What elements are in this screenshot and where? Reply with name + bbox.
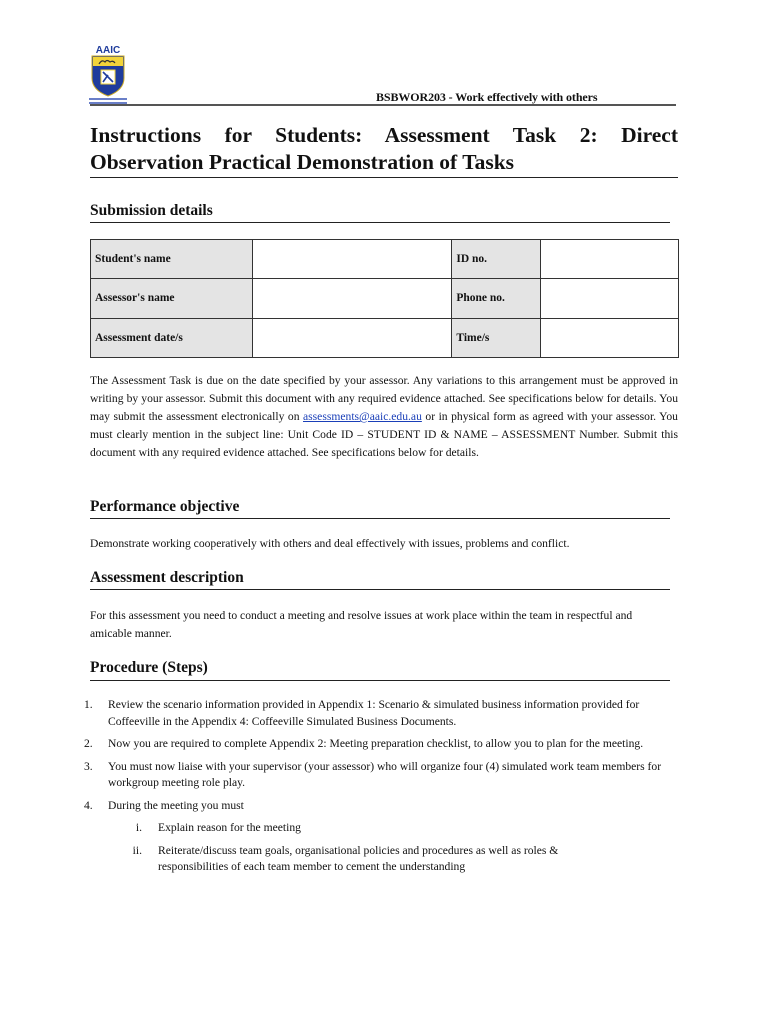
performance-objective-heading: Performance objective [90,498,240,515]
list-item [80,736,680,753]
list-item [80,759,680,792]
page-title [90,122,678,176]
substep-text: Explain reason for the meeting [158,821,301,834]
list-item [80,798,680,815]
time-label: Time/s [452,318,541,357]
substep-number: ii. [132,843,142,857]
sub-list-item [80,843,680,876]
step-number: 1. [84,698,93,711]
table-row [91,318,679,357]
phone-no-label: Phone no. [452,279,541,318]
procedure-heading: Procedure (Steps) [90,659,208,676]
id-no-field[interactable] [541,240,679,279]
submission-text-part-1: The Assessment Task is due on the date specified by your assessor. Any variations to this arrangement must be approved in writing by your assessor. Submit this document with any required evidence attached. See specifications below for details. You may submit the assessment electronically on [90,374,678,423]
submission-text-part-2: or in physical form as agreed with your assessor. You must clearly mention in the subject line: Unit Code ID – STUDENT ID & NAME – ASSESSMENT Number. Submit this document with any required evidence attached. See specifications below for details. [90,410,678,459]
procedure-steps-list [80,697,680,882]
submission-details-divider [90,222,670,223]
sub-list-item [80,820,680,837]
submission-instructions [90,372,678,462]
step-text: Review the scenario information provided in Appendix 1: Scenario & simulated business information provided for Coffeeville in the Appendix 4: Coffeeville Simulated Business Documents. [108,698,640,728]
performance-objective-divider [90,518,670,519]
page-title-line-2: Observation Practical Demonstration of Tasks [90,150,515,174]
svg-text:AAIC: AAIC [95,45,121,56]
list-item [80,697,680,730]
table-row [91,279,679,318]
step-number: 4. [84,798,93,812]
assessment-date-label: Assessment date/s [91,318,253,357]
step-text: During the meeting you must [108,798,244,812]
submission-details-table [90,239,679,358]
table-row [91,240,679,279]
student-name-field[interactable] [252,240,452,279]
performance-objective-text: Demonstrate working cooperatively with others and deal effectively with issues, problems and conflict. [90,537,570,550]
phone-no-field[interactable] [541,279,679,318]
aaic-logo-icon [86,44,130,106]
assessment-date-field[interactable] [252,318,452,357]
assessment-description-text: For this assessment you need to conduct a meeting and resolve issues at work place within the team in respectful and amicable manner. [90,609,633,640]
page-title-line-1: Instructions for Students: Assessment Task 2: Direct [90,123,678,147]
assessor-name-field[interactable] [252,279,452,318]
header-divider [90,104,676,106]
assessment-description-divider [90,589,670,590]
substep-number: i. [135,821,142,834]
step-number: 3. [84,759,93,773]
unit-title: BSBWOR203 - Work effectively with others [376,90,598,104]
assessor-name-label: Assessor's name [91,279,253,318]
submission-details-heading: Submission details [90,202,213,219]
student-name-label: Student's name [91,240,253,279]
time-field[interactable] [541,318,679,357]
assessment-description-heading: Assessment description [90,569,244,586]
id-no-label: ID no. [452,240,541,279]
step-text: Now you are required to complete Appendix 2: Meeting preparation checklist, to allow you to plan for the meeting. [108,737,644,750]
step-number: 2. [84,737,93,750]
assessments-email-link[interactable]: assessments@aaic.edu.au [303,410,422,423]
procedure-divider [90,680,670,681]
substep-text: Reiterate/discuss team goals, organisational policies and procedures as well as roles & responsibilities of each team member to cement the understanding [158,843,559,873]
step-text: You must now liaise with your supervisor (your assessor) who will organize four (4) simulated work team members for workgroup meeting role play. [108,759,662,789]
title-divider [90,177,678,178]
